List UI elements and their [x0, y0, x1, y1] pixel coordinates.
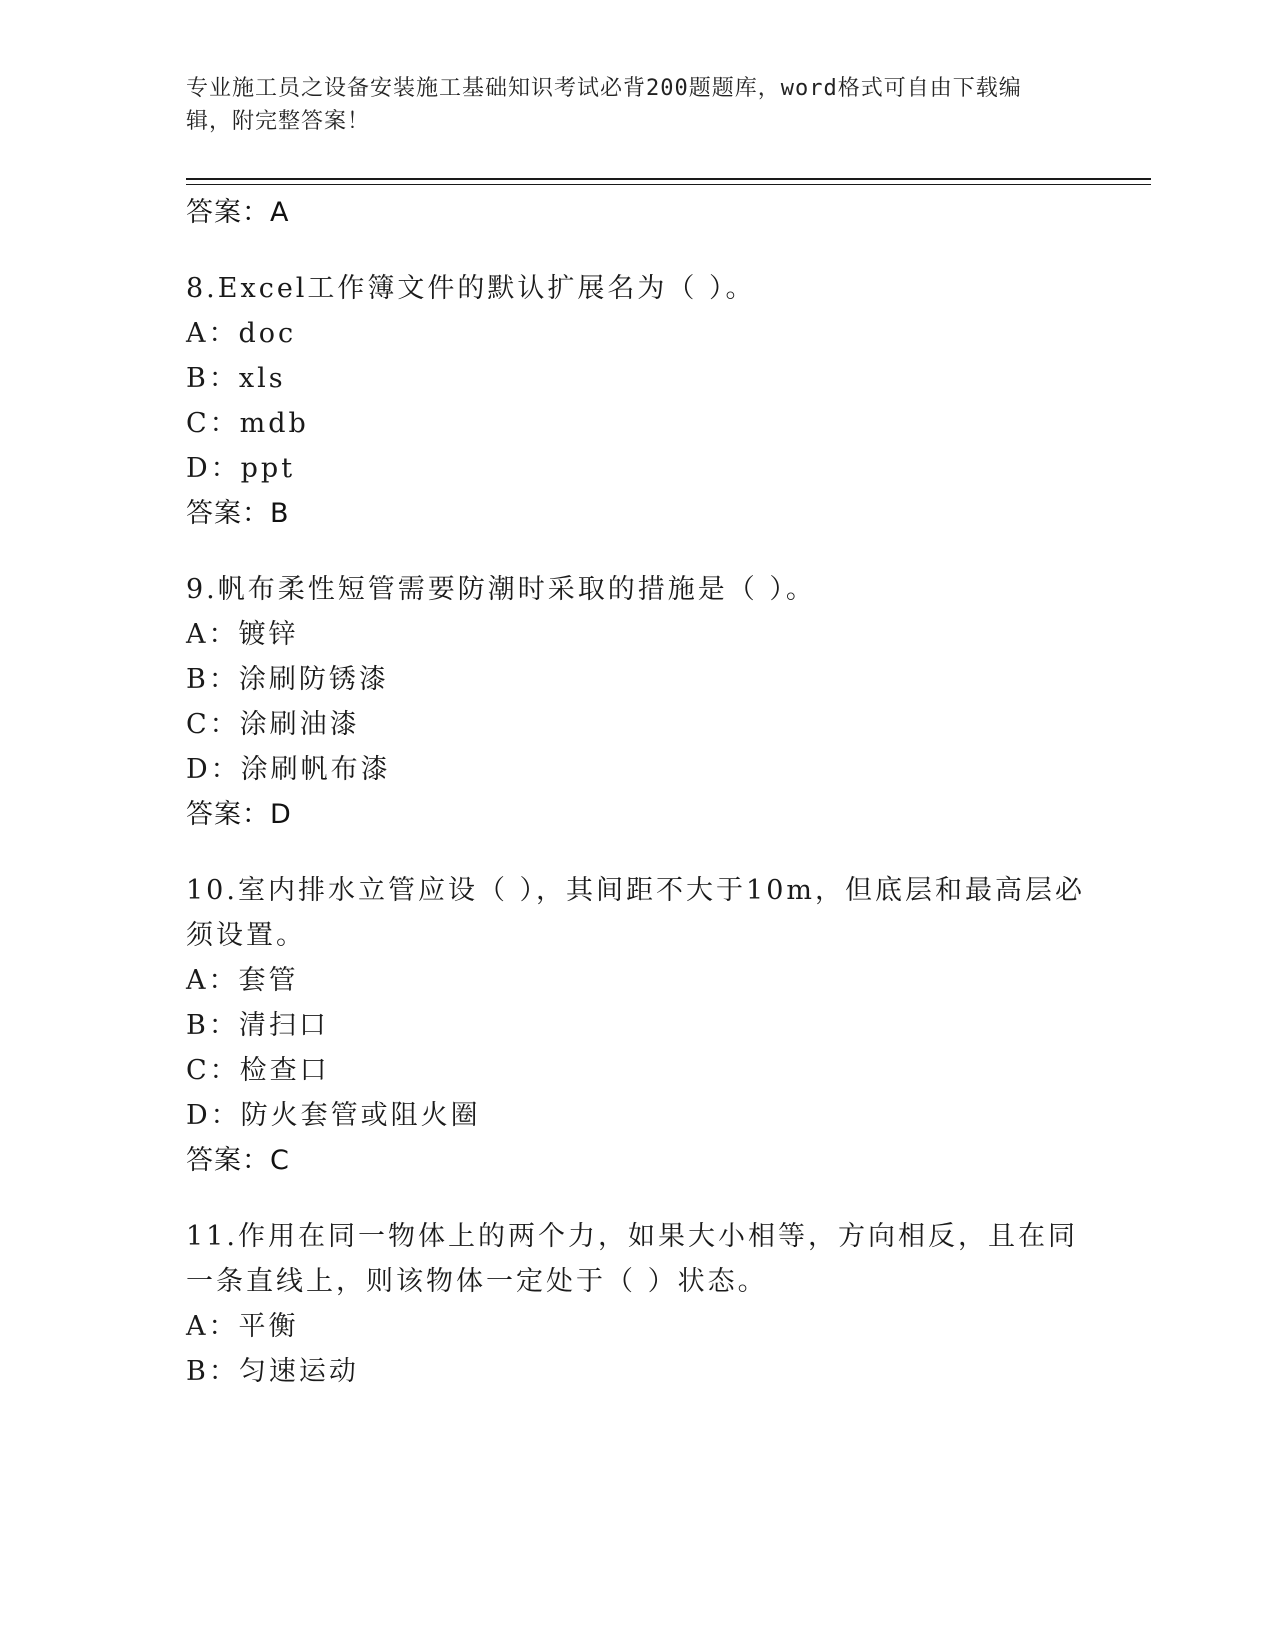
- question-item: [186, 868, 1086, 1184]
- answer-label: 答案：D: [186, 799, 292, 830]
- option-b: B：匀速运动: [186, 1356, 359, 1387]
- option-c: C：mdb: [186, 408, 309, 439]
- answer-label: 答案：B: [186, 498, 290, 529]
- option-c: C：涂刷油漆: [186, 709, 360, 740]
- question-item: [186, 266, 1086, 537]
- option-a: A：镀锌: [186, 619, 299, 650]
- option-a: A：平衡: [186, 1311, 299, 1342]
- question-item: [186, 567, 1086, 838]
- option-c: C：检查口: [186, 1055, 330, 1086]
- question-stem: 9.帆布柔性短管需要防潮时采取的措施是（ ）。: [186, 574, 816, 605]
- answer-label: 答案：C: [186, 1145, 290, 1176]
- header-divider-thin: [186, 184, 1151, 185]
- question-stem: 8.Excel工作簿文件的默认扩展名为（ ）。: [186, 273, 756, 304]
- option-a: A：doc: [186, 318, 297, 349]
- option-b: B：清扫口: [186, 1010, 329, 1041]
- option-d: D：ppt: [186, 453, 296, 484]
- option-d: D：涂刷帆布漆: [186, 754, 391, 785]
- option-b: B：涂刷防锈漆: [186, 664, 389, 695]
- option-b: B：xls: [186, 363, 286, 394]
- option-a: A：套管: [186, 965, 299, 996]
- page-header-title: 专业施工员之设备安装施工基础知识考试必背200题题库，word格式可自由下载编辑，附完整答案！: [186, 76, 1022, 134]
- question-item: [186, 1214, 1086, 1394]
- question-stem: 10.室内排水立管应设（ ），其间距不大于10m，但底层和最高层必须设置。: [186, 875, 1085, 951]
- header-divider-thick: [186, 178, 1151, 180]
- question-stem: 11.作用在同一物体上的两个力，如果大小相等，方向相反，且在同一条直线上，则该物体一定处于（ ）状态。: [186, 1221, 1078, 1297]
- answer-label: 答案：A: [186, 197, 290, 228]
- question-list: [186, 190, 1086, 1394]
- option-d: D：防火套管或阻火圈: [186, 1100, 481, 1131]
